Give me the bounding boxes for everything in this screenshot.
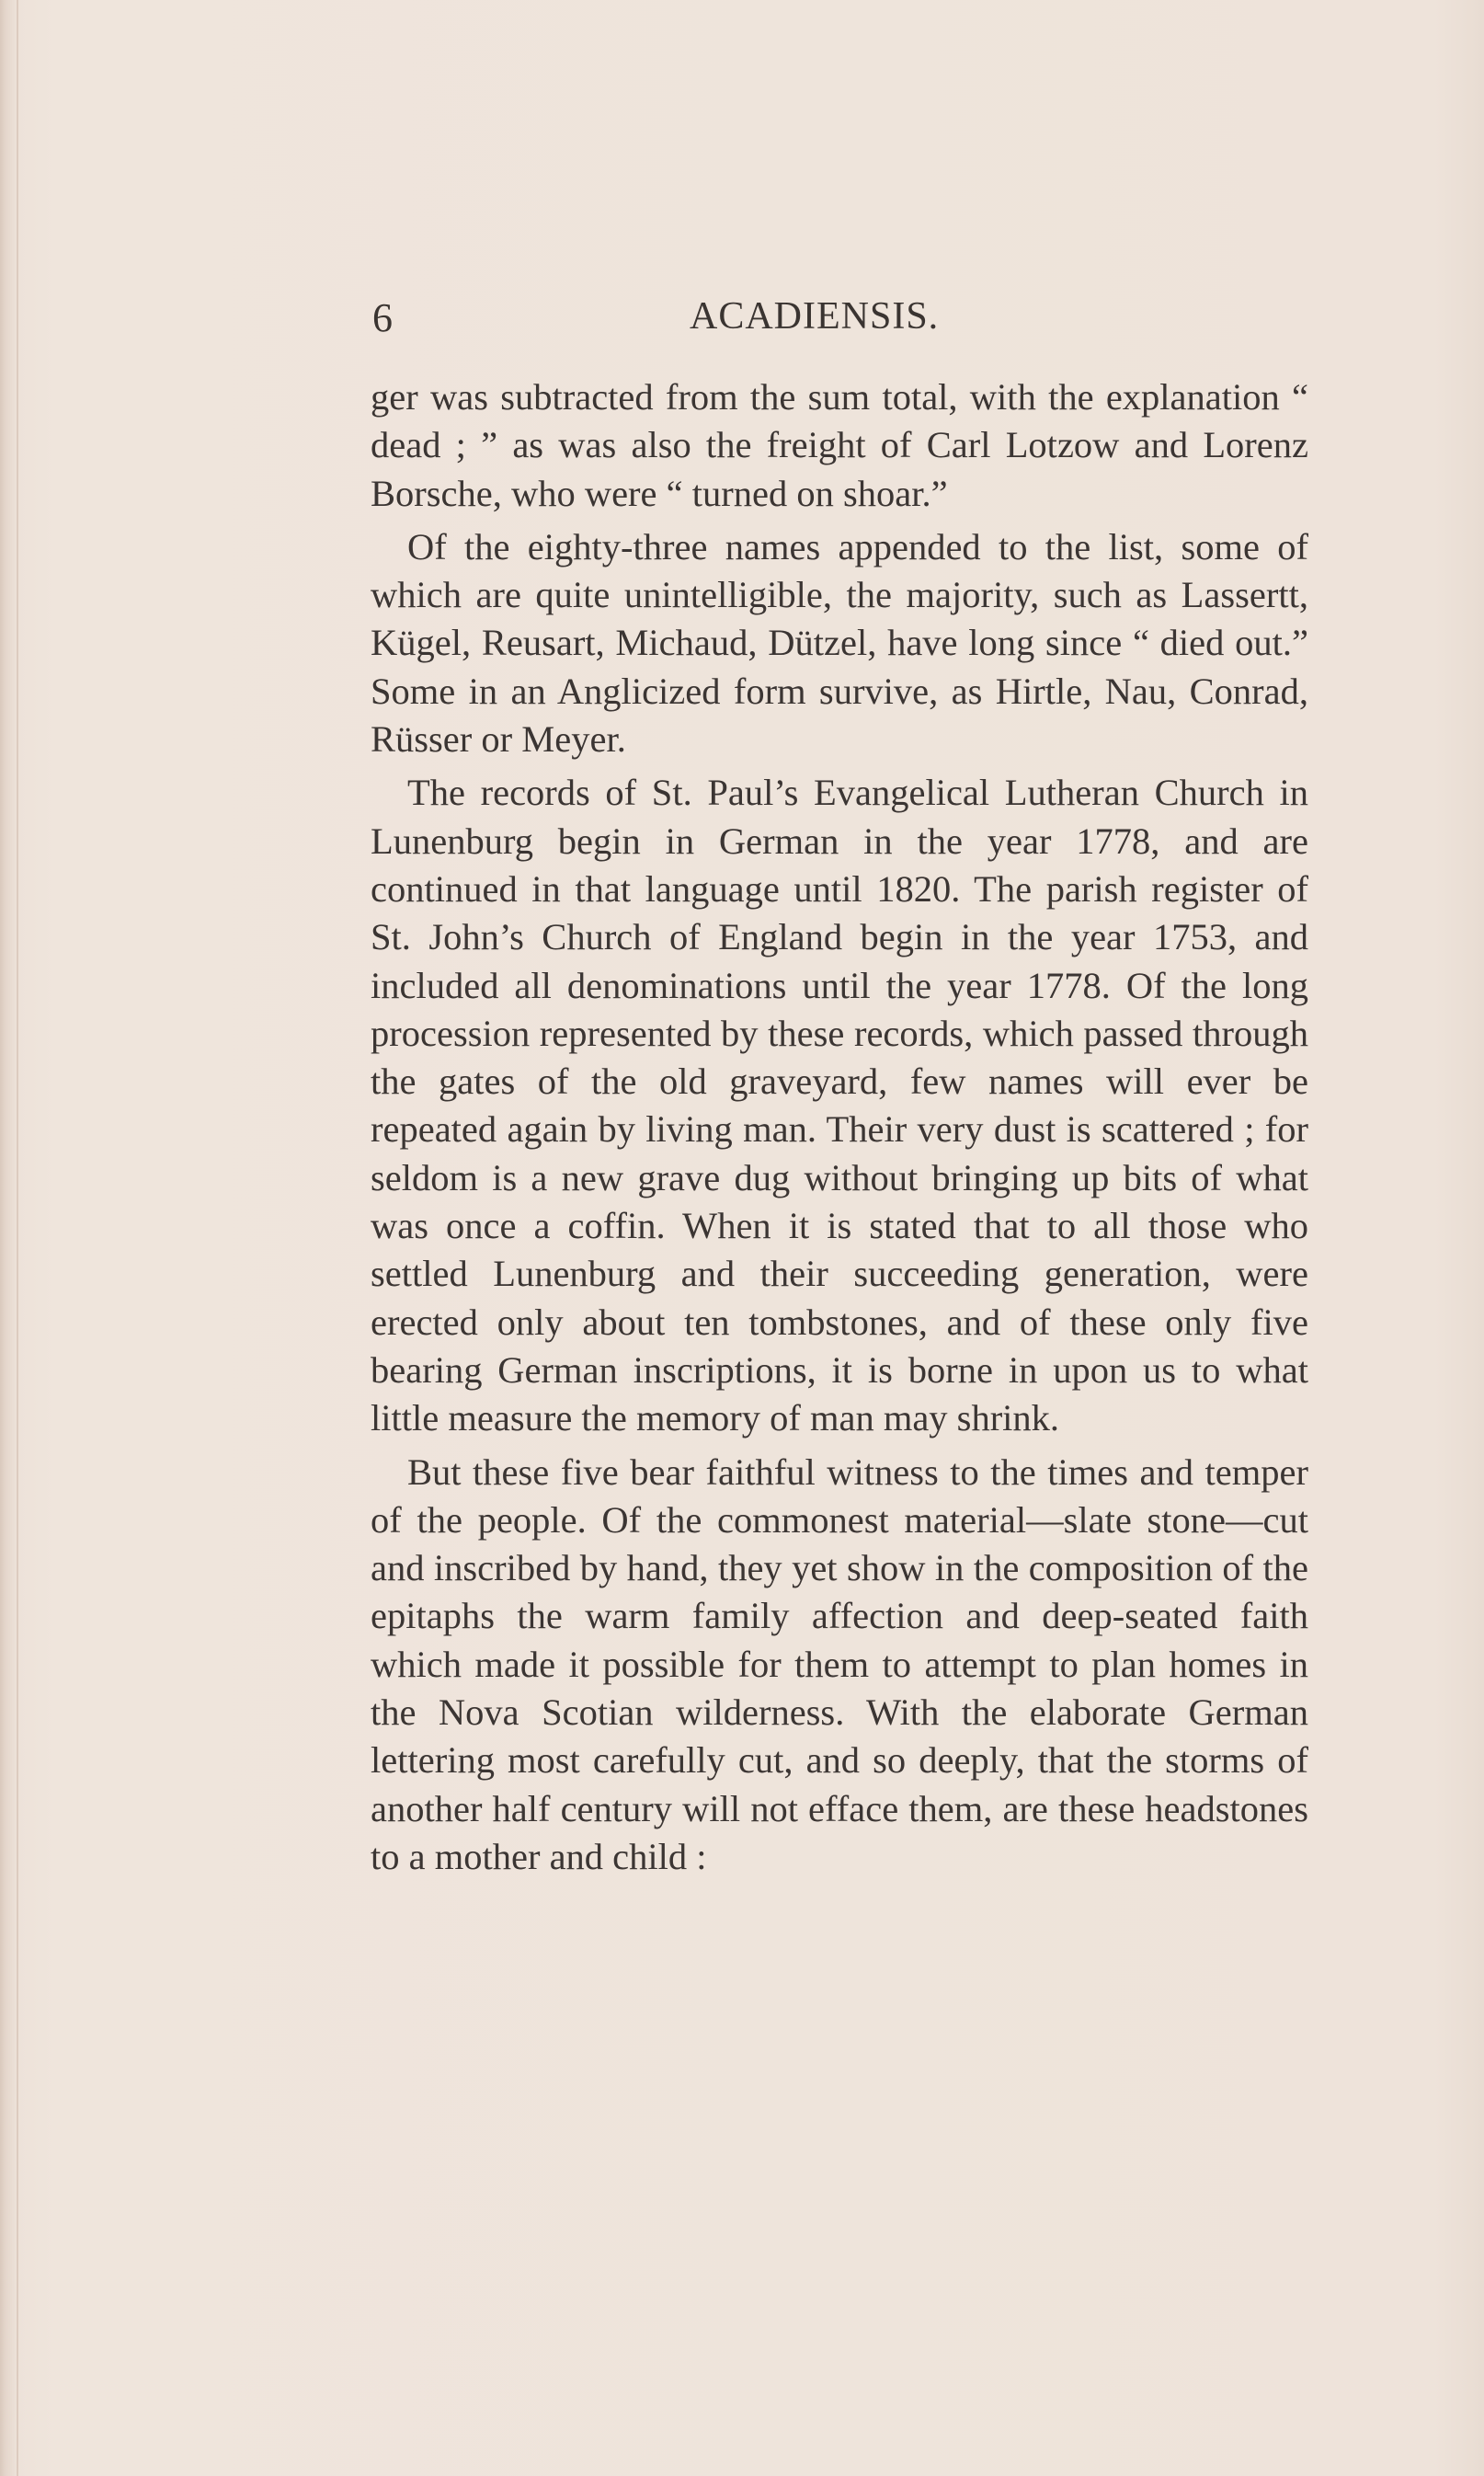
page-number: 6	[372, 295, 393, 340]
page-header	[372, 294, 961, 350]
paragraph-4: But these five bear faithful witness to the times and temper of the people. Of the commonest material—slate stone—cut and inscribed by hand, they yet show in the composition of the epitaphs the warm family affection and deep-seated faith which made it possible for them to attempt to plan homes in the Nova Scotian wilderness. With the elaborate German lettering most carefully cut, and so deeply, that the storms of another half century will not efface them, are these headstones to a mother and child :	[371, 1450, 1308, 1877]
body-text	[371, 373, 1308, 1886]
running-title: ACADIENSIS.	[690, 295, 940, 338]
paragraph-2: Of the eighty-three names appended to the list, some of which are quite unintelligible, the majority, such as Lassertt, Kügel, Reusart, Michaud, Dützel, have long since “ died out.” Some in an Anglicized form survive, as Hirtle, Nau, Conrad, Rüsser or Meyer.	[371, 525, 1308, 761]
paragraph-1: ger was subtracted from the sum total, with the explanation “ dead ; ” as was also the freight of Carl Lotzow and Lorenz Borsche, who were “ turned on shoar.”	[371, 376, 1308, 514]
page-gutter	[17, 0, 18, 2476]
paragraph-3: The records of St. Paul’s Evangelical Lutheran Church in Lunenburg begin in German in the year 1778, and are continued in that language until 1820. The parish register of St. John’s Church of England begin in the year 1753, and included all denominations until the year 1778. Of the long procession represented by these records, which passed through the gates of the old graveyard, few names will ever be repeated again by living man. Their very dust is scattered ; for seldom is a new grave dug without bringing up bits of what was once a coffin. When it is stated that to all those who settled Lunenburg and their succeeding generation, were erected only about ten tombstones, and of these only five bearing German inscriptions, it is borne in upon us to what little measure the memory of man may shrink.	[371, 772, 1308, 1439]
